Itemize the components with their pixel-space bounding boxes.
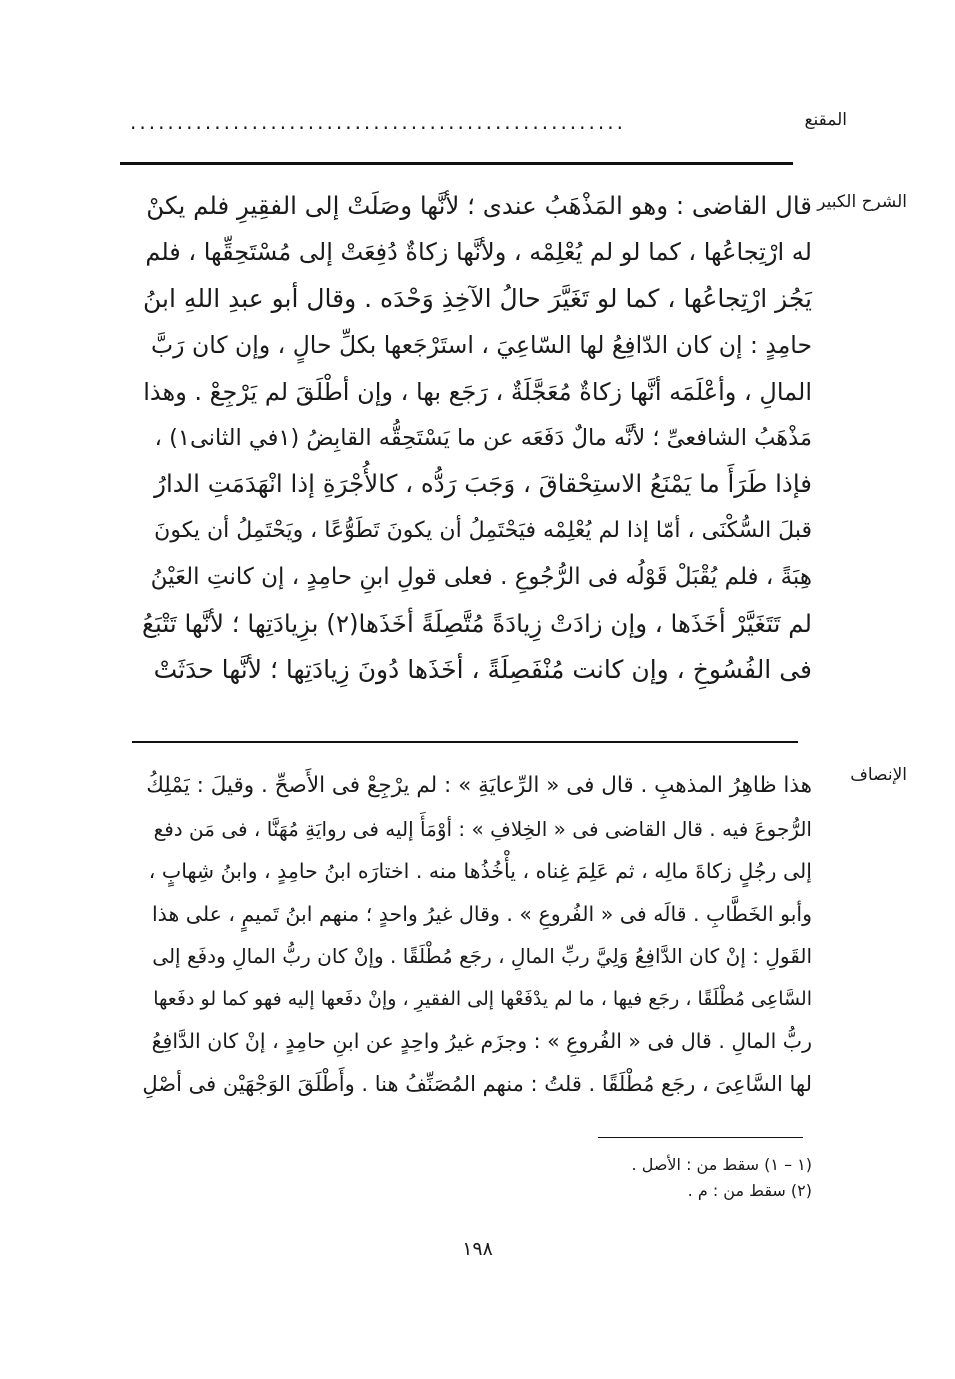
text-line: وأبو الخَطَّابِ . قالَه فى « الفُروعِ » . وقال غيرُ واحدٍ ؛ منهم ابنُ تَميمٍ ، على هذا xyxy=(151,901,812,926)
text-line: لها السَّاعِىَ ، رجَع مُطْلَقًا . قلتُ : منهم المُصَنِّفُ هنا . وأَطْلَقَ الوَجْهَيْن فى أصْلِ xyxy=(142,1071,812,1096)
footnote-rule xyxy=(598,1137,803,1138)
text-line: له ارْتِجاعُها ، كما لو لم يُعْلِمْه ، ولأنَّها زكاةٌ دُفِعَتْ إلى مُسْتَحِقِّها ، فلم xyxy=(145,238,812,267)
text-line: لم تَتَغَيَّرْ أخَذَها ، وإن زادَتْ زِيادَةً مُتَّصِلَةً أخَذَها(٢) بزِيادَتِها ؛ لأنَّها تَتْبَعُ xyxy=(142,608,812,638)
text-line: قال القاضى : وهو المَذْهَبُ عندى ؛ لأنَّها وصَلَتْ إلى الفقِيرِ فلم يكنْ xyxy=(146,191,812,220)
text-line: المالِ ، وأعْلَمَه أنَّها زكاةٌ مُعَجَّلَةٌ ، رَجَع بها ، وإن أطْلَقَ لم يَرْجِعْ . وهذا xyxy=(143,377,812,406)
footnote-1: (١ – ١) سقط من : الأصل . xyxy=(631,1155,812,1174)
header-rule xyxy=(120,162,793,165)
book-title: المقنع xyxy=(804,110,847,130)
page-number: ١٩٨ xyxy=(462,1238,493,1260)
text-line: ربُّ المالِ . قال فى « الفُروعِ » : وجزَم غيرُ واحِدٍ عن ابنِ حامِدٍ ، إنْ كان الدَّافِعُ xyxy=(151,1029,812,1053)
text-line: هِبَةً ، فلم يُقْبَلْ قَوْلُه فى الرُّجُوعِ . فعلى قولِ ابنِ حامِدٍ ، إن كانتِ العَيْنُ xyxy=(150,564,812,591)
text-line: فإذا طَرَأَ ما يَمْنَعُ الاستِحْقاقَ ، وَجَبَ رَدُّه ، كالأُجْرَةِ إذا انْهَدَمَتِ الدارُ xyxy=(154,469,812,499)
text-line: إلى رجُلٍ زكاةَ مالِه ، ثم عَلِمَ غِناه ، يأْخُذُها منه . اختارَه ابنُ حامِدٍ ، وابنُ شِهابٍ ، xyxy=(148,859,812,883)
text-line: هذا ظاهِرُ المذهبِ . قال فى « الرِّعايَةِ » : لم يرْجِعْ فى الأَصحِّ . وقيلَ : يَمْلِكُ xyxy=(146,773,812,798)
sharh-text xyxy=(142,183,812,693)
text-line: السَّاعِى مُطْلَقًا ، رجَع فيها ، ما لم يدْفَعْها إلى الفقيرِ ، وإنْ دفَعها إليه فهو كما لو دفَعها xyxy=(153,987,812,1010)
text-line: قبلَ السُّكْنَى ، أمّا إذا لم يُعْلِمْه فيَحْتَمِلُ أن يكونَ تَطَوُّعًا ، ويَحْتَمِلُ أن يكونَ xyxy=(154,517,812,543)
footnote-2: (٢) سقط من : م . xyxy=(687,1181,812,1200)
insaf-label: الإنصاف xyxy=(850,765,907,785)
footnotes xyxy=(392,1152,812,1204)
header-dots: ..................................................... xyxy=(130,110,626,134)
text-line: القَولِ : إنْ كان الدَّافِعُ وَلِيَّ ربِّ المالِ ، رجَع مُطْلَقًا . وإنْ كان ربُّ المالِ ودفَع إلى xyxy=(152,944,812,968)
text-line: حامِدٍ : إن كان الدّافِعُ لها السّاعِيَ ، استَرْجَعها بكلِّ حالٍ ، وإن كان رَبَّ xyxy=(151,331,812,360)
text-line: الرُّجوعَ فيه . قال القاضى فى « الخِلافِ » : أوْمَأَ إليه فى روايَةِ مُهَنَّا ، فى مَن دفع xyxy=(153,816,812,841)
text-line: يَجُز ارْتِجاعُها ، كما لو تَغَيَّرَ حالُ الآخِذِ وَحْدَه . وقال أبو عبدِ اللهِ ابنُ xyxy=(143,283,812,313)
text-line: فى الفُسُوخِ ، وإن كانت مُنْفَصِلَةً ، أخَذَها دُونَ زِيادَتِها ؛ لأنَّها حدَثَتْ xyxy=(153,655,812,685)
sharh-label: الشرح الكبير xyxy=(817,192,907,212)
insaf-text xyxy=(142,765,812,1105)
text-line: مَذْهَبُ الشافعىِّ ؛ لأنَّه مالٌ دَفَعَه عن ما يَسْتَحِقُّه القابِضُ (١في الثانى١) ، xyxy=(154,425,812,452)
section-divider xyxy=(132,741,798,743)
